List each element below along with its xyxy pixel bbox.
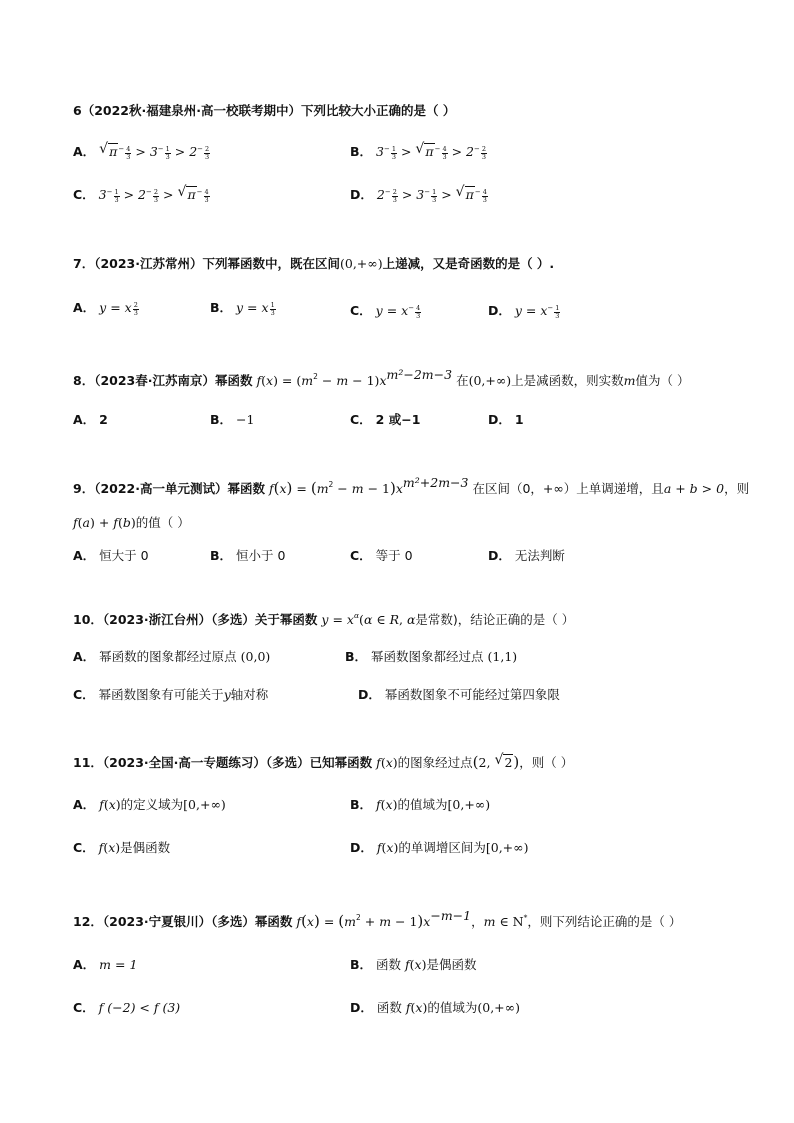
q7-label-d: D．	[488, 303, 511, 319]
q12-stem: 12．（2023·宁夏银川）（多选）幂函数 $f(x) = (m^2 + m - 1)x^{-m-1}$，m ∈ N*，则下列结论正确的是（ ）	[73, 907, 682, 930]
q9-label-d: D．	[488, 548, 511, 563]
q10-opt-a-math: (0,0)	[240, 649, 271, 664]
q8-label-b: B．	[210, 412, 233, 427]
q7-stem-interval: (0,+∞)	[340, 256, 383, 271]
q8-option-d	[488, 411, 524, 429]
q11-option-c: C． f(x)是偶函数	[73, 840, 171, 855]
q8-option-c	[350, 411, 420, 429]
q6-option-c	[73, 183, 210, 204]
q6-label-b: B．	[350, 144, 373, 160]
q10-label-c: C．	[73, 687, 95, 702]
q11-label-c: C．	[73, 840, 95, 855]
q11-label-b: B．	[350, 797, 373, 812]
q6-option-b	[350, 140, 487, 161]
q11-option-d: D． f(x)的单调增区间为[0,+∞)	[350, 840, 529, 855]
q11-stem-end: ，则（ ）	[519, 755, 574, 770]
q9-stem-line2: f(a) + f(b)的值（ ）	[73, 515, 190, 530]
q8-stem-interval: (0,+∞)	[468, 373, 512, 388]
q9-stem-start: 9．（2022·高一单元测试）幂函数	[73, 481, 265, 496]
q10-label-b: B．	[345, 649, 368, 664]
q7-label-b: B．	[210, 300, 233, 315]
q10-opt-b-math: (1,1)	[487, 649, 518, 664]
q9-label-b: B．	[210, 548, 233, 563]
q9-opt-d: 无法判断	[514, 548, 565, 563]
q9-option-b	[210, 547, 285, 565]
q10-opt-c-post: 轴对称	[230, 687, 269, 702]
q6-stem-text: 6（2022秋·福建泉州·高一校联考期中）下列比较大小正确的是（ ）	[73, 103, 456, 118]
q6-expr-a: √ π− $\frac{4}{3}$ > 3− $\frac{1}{3}$ > 2− $\frac{2}{3}$	[99, 141, 210, 161]
q12-option-d: D． 函数 f(x)的值域为(0,+∞)	[350, 1000, 520, 1015]
q11-opt-c-text: 是偶函数	[120, 840, 171, 855]
q10-option-c	[73, 686, 268, 704]
q12-option-a	[73, 956, 137, 974]
q12-stem-start: 12．（2023·宁夏银川）（多选）幂函数	[73, 914, 293, 929]
q12-opt-a: m = 1	[99, 957, 138, 972]
q9-opt-b: 恒小于 0	[236, 548, 286, 563]
q11-opt-b-interval: [0,+∞)	[447, 797, 491, 812]
q8-stem-m: m	[623, 373, 636, 388]
q12-option-b: B． 函数 f(x)是偶函数	[350, 957, 477, 972]
q11-option-a: A． f(x)的定义域为[0,+∞)	[73, 797, 226, 812]
q12-label-b: B．	[350, 957, 373, 972]
q6-label-a: A．	[73, 144, 96, 160]
q6-stem	[73, 102, 455, 120]
q11-opt-a-interval: [0,+∞)	[183, 797, 226, 812]
q8-opt-a: 2	[99, 412, 108, 427]
q9-label-a: A．	[73, 548, 96, 563]
q12-label-d: D．	[350, 1000, 373, 1015]
q12-label-a: A．	[73, 957, 96, 972]
q10-option-b	[345, 648, 517, 666]
q9-opt-a: 恒大于 0	[99, 548, 149, 563]
q8-stem-start: 8．（2023春·江苏南京）幂函数	[73, 373, 253, 388]
q10-opt-b: 幂函数图象都经过点	[371, 649, 484, 664]
q12-opt-d-pre: 函数	[376, 1000, 402, 1015]
q6-option-a	[73, 140, 210, 161]
q12-function: f	[296, 914, 302, 929]
q12-opt-c: f (−2) < f (3)	[98, 1000, 181, 1015]
q12-opt-b-pre: 函数	[376, 957, 402, 972]
q11-opt-a-text: 的定义域为	[120, 797, 184, 812]
q9-label-c: C．	[350, 548, 372, 563]
q10-formula: $y = x^\alpha$	[321, 610, 360, 627]
q9-stem2-end: 的值（ ）	[135, 515, 190, 530]
q8-stem-tail: 值为（ ）	[635, 373, 690, 388]
q11-option-b: B． f(x)的值域为[0,+∞)	[350, 797, 491, 812]
q9-stem: 9．（2022·高一单元测试）幂函数 $f(x) = (m^2 - m - 1)x^{m^2+2m-3}$ 在区间（0，+∞）上单调递增，且a + b > 0，则	[73, 474, 750, 497]
q11-stem-mid: 的图象经过点	[397, 755, 473, 770]
q10-opt-d: 幂函数图象不可能经过第四象限	[384, 687, 560, 702]
q11-label-d: D．	[350, 840, 373, 855]
q6-expr-c: 3− $\frac{1}{3}$ > 2− $\frac{2}{3}$ > √ π− $\frac{4}{3}$	[98, 184, 209, 204]
q7-option-d	[488, 299, 560, 320]
q7-expr-a: y = x $\frac{2}{3}$	[99, 300, 138, 317]
q7-expr-d: y = x− $\frac{1}{3}$	[514, 303, 560, 320]
q11-function: f	[376, 755, 381, 770]
q10-opt-c-var: y	[223, 687, 231, 702]
q12-opt-d-post: 的值域为	[427, 1000, 478, 1015]
q6-expr-b: 3− $\frac{1}{3}$ > √ π− $\frac{4}{3}$ > 2− $\frac{2}{3}$	[376, 141, 487, 161]
q6-option-d	[350, 183, 488, 204]
q8-stem-mid: 在	[456, 373, 469, 388]
q8-opt-d: 1	[514, 412, 524, 427]
q10-stem-end: 是常数)，结论正确的是（ ）	[415, 612, 575, 627]
q9-stem-mid: 在区间（0，+∞）上单调递增，且	[472, 481, 664, 496]
q12-stem-end: ，则下列结论正确的是（ ）	[527, 914, 682, 929]
q7-expr-b: y = x $\frac{1}{3}$	[236, 300, 275, 317]
q10-option-d	[358, 686, 560, 704]
q12-label-c: C．	[73, 1000, 95, 1015]
q10-stem-start: 10．（2023·浙江台州）（多选）关于幂函数	[73, 612, 318, 627]
q7-stem	[73, 255, 554, 273]
q7-stem-end: 上递减，又是奇函数的是（ ）.	[382, 256, 555, 271]
q8-label-c: C．	[350, 412, 372, 427]
q7-expr-c: y = x− $\frac{4}{3}$	[375, 303, 421, 320]
q12-option-c	[73, 999, 180, 1017]
q10-opt-c-pre: 幂函数图象有可能关于	[98, 687, 224, 702]
q7-option-c	[350, 299, 421, 320]
q9-stem-end: ，则	[724, 481, 750, 496]
q6-label-d: D．	[350, 187, 373, 203]
q8-opt-b: −1	[236, 412, 255, 427]
q9-sum-expr: f	[73, 515, 78, 530]
q9-option-a	[73, 547, 149, 565]
q10-stem: 10．（2023·浙江台州）（多选）关于幂函数 $y = x^\alpha(\alpha$ ∈ R, α是常数)，结论正确的是（ ）	[73, 610, 575, 627]
q10-label-d: D．	[358, 687, 381, 702]
q7-label-c: C．	[350, 303, 372, 319]
q9-option-c	[350, 547, 413, 565]
q8-label-a: A．	[73, 412, 96, 427]
q12-stem-mid: ，	[471, 914, 484, 929]
q8-opt-c: 2 或−1	[375, 412, 421, 427]
q7-option-a	[73, 299, 139, 317]
q8-label-d: D．	[488, 412, 511, 427]
q7-option-b	[210, 299, 276, 317]
q7-stem-text: 7．（2023·江苏常州）下列幂函数中，既在区间	[73, 256, 340, 271]
q6-label-c: C．	[73, 187, 95, 203]
q6-expr-d: 2− $\frac{2}{3}$ > 3− $\frac{1}{3}$ > √ π− $\frac{4}{3}$	[376, 184, 487, 204]
q8-stem: 8．（2023春·江苏南京）幂函数 $f(x) = (m^2 - m - 1)x^{m^2-2m-3}$ 在(0,+∞)上是减函数，则实数m值为（ ）	[73, 366, 690, 388]
q11-stem: 11．（2023·全国·高一专题练习）（多选）已知幂函数 f(x)的图象经过点(2, √ 2)，则（ ）	[73, 752, 574, 771]
q7-label-a: A．	[73, 300, 96, 315]
q11-label-a: A．	[73, 797, 96, 812]
q10-label-a: A．	[73, 649, 96, 664]
q8-option-b	[210, 411, 254, 429]
q10-option-a	[73, 648, 270, 666]
q9-opt-c: 等于 0	[375, 548, 413, 563]
q8-stem-end: 上是减函数，则实数	[511, 373, 624, 388]
q8-option-a	[73, 411, 108, 429]
q8-function: f	[256, 373, 262, 388]
q9-function: f	[268, 481, 274, 496]
q11-opt-d-text: 的单调增区间为	[398, 840, 486, 855]
q11-opt-d-interval: [0,+∞)	[485, 840, 529, 855]
q11-stem-start: 11．（2023·全国·高一专题练习）（多选）已知幂函数	[73, 755, 373, 770]
q11-opt-b-text: 的值域为	[397, 797, 448, 812]
q10-opt-a: 幂函数的图象都经过原点	[99, 649, 237, 664]
q12-opt-d-interval: (0,+∞)	[477, 1000, 520, 1015]
q9-stem-cond: a + b > 0	[663, 481, 725, 496]
q12-opt-b-post: 是偶函数	[426, 957, 477, 972]
q9-option-d	[488, 547, 565, 565]
